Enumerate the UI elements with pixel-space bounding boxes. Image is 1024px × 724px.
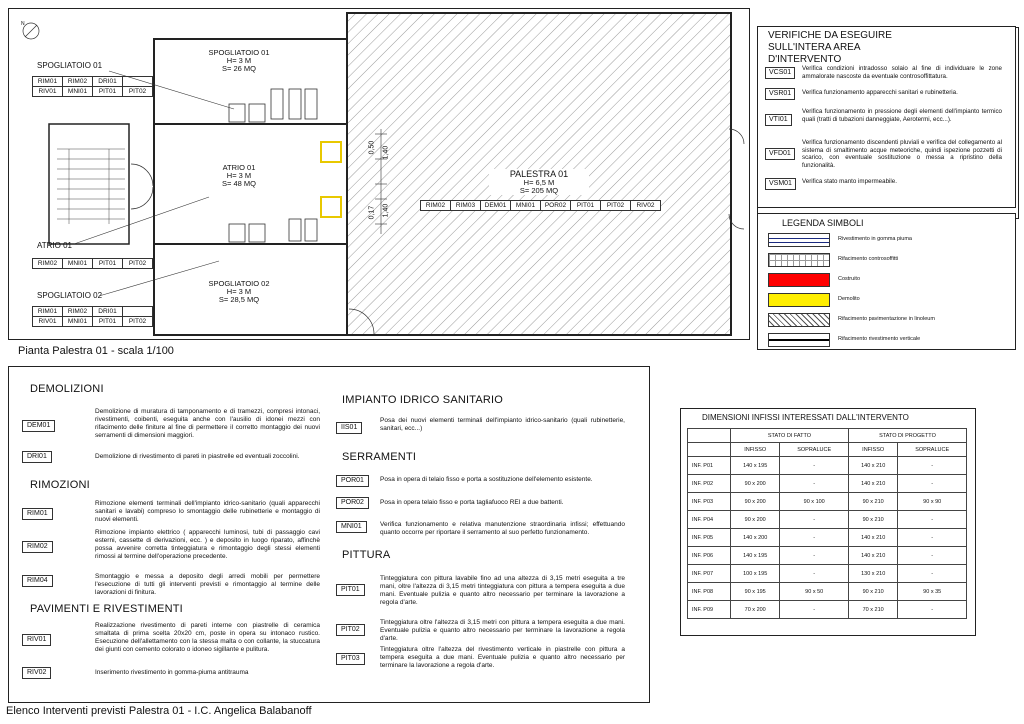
text-iis01: Posa dei nuovi elementi terminali dell'impianto idrico-sanitario (quali rubinetterie, sanitari, ecc...) [380,417,625,432]
table-cell: 140 x 200 [731,529,780,547]
red-swatch [768,273,830,287]
code-mni01: MNI01 [336,521,367,533]
double-line-swatch [768,233,830,247]
yellow-swatch [768,293,830,307]
section-pittura: PITTURA [342,549,391,561]
table-cell: 90 x 100 [780,493,849,511]
table-cell: INF. P06 [688,547,731,565]
table-cell: - [898,565,967,583]
demolished-wall-2 [321,197,341,217]
code-rim02: RIM02 [22,541,53,553]
table-cell: - [898,511,967,529]
code-por01: POR01 [336,475,369,487]
table-cell: - [780,511,849,529]
north-label: N [21,21,25,27]
text-mni01: Verifica funzionamento e relativa manutenzione straordinaria infissi; effettuando quanto occorre per riportare il serramento al suo perfetto funzionamento. [380,521,625,536]
table-cell: - [780,565,849,583]
thick-line-swatch [768,333,830,347]
table-cell: 90 x 200 [731,475,780,493]
table-cell: 90 x 50 [780,583,849,601]
table-cell: 90 x 200 [731,511,780,529]
table-cell: 90 x 210 [848,511,897,529]
grid-swatch [768,253,830,267]
table-cell: 90 x 200 [731,493,780,511]
table-cell: 90 x 210 [848,583,897,601]
text-rim01: Rimozione elementi terminali dell'impianto idrico-sanitario (quali apparecchi sanitari e lavabi) compreso lo smontaggio delle rubinetterie e montaggio di nuovi elementi. [95,500,320,523]
text-dem01: Demolizione di muratura di tamponamento e di tramezzi, compresi intonaci, rivestimenti, coibenti, eseguita anche con l'ausilio di idonei mezzi con rifacimento delle finiture al fine di permettere il corretto montaggio dei nuovi serramenti di dimensioni maggiori. [95,408,320,439]
table-row: INFISSO SOPRALUCE INFISSO SOPRALUCE [688,443,967,457]
text-pit02: Tinteggiatura oltre l'altezza di 3,15 metri con pittura a tempera eseguita a due mani. Eventuale pulizia e quanto altro necessario per terminare la lavorazione a regola d'arte. [380,619,625,642]
table-cell: - [780,547,849,565]
table-cell: 140 x 210 [848,457,897,475]
table-row [688,493,967,511]
legend-item: Rifacimento controsoffitti [768,253,1000,268]
table-row [688,511,967,529]
table-cell: INF. P02 [688,475,731,493]
spogliatoio02-label: SPOGLIATOIO 02 [37,291,103,300]
code-iis01: IIS01 [336,422,362,434]
table-row [688,583,967,601]
table-cell: 90 x 195 [731,583,780,601]
table-cell: 140 x 210 [848,529,897,547]
section-impianto: IMPIANTO IDRICO SANITARIO [342,394,504,406]
text-dri01: Demolizione di rivestimento di pareti in piastrelle ed eventuali zoccolini. [95,453,300,460]
section-rimozioni: RIMOZIONI [30,479,90,491]
dim-1: 1,40 [382,145,390,160]
elenco-caption: Elenco Interventi previsti Palestra 01 - I.C. Angelica Balabanoff [6,705,312,717]
code-pit01: PIT01 [336,584,365,596]
table-cell: - [898,601,967,619]
palestra-codes: RIM02 RIM03 DEM01 MNI01 POR02 PIT01 PIT02 RIV02 [421,201,661,211]
code-riv02: RIV02 [22,667,51,679]
table-row [688,529,967,547]
code-pit02: PIT02 [336,624,365,636]
table-cell: INF. P08 [688,583,731,601]
table-row [688,547,967,565]
text-por01: Posa in opera di telaio fisso e porta a sostituzione dell'elemento esistente. [380,476,593,483]
infissi-title: DIMENSIONI INFISSI INTERESSATI DALL'INTERVENTO [702,413,909,422]
table-cell: - [898,529,967,547]
table-cell: INF. P04 [688,511,731,529]
room-label-spogliatoio01: SPOGLIATOIO 01 H= 3 M S= 26 MQ [208,48,270,73]
floor-plan [9,9,749,339]
text-pit03: Tinteggiatura oltre l'altezza del rivestimento verticale in piastrelle con pittura a tempera eseguita a due mani. Eventuale pulizia e quanto altro necessario per terminare la lavorazione a regola d'arte. [380,646,625,669]
table-cell: INF. P07 [688,565,731,583]
section-demolizioni: DEMOLIZIONI [30,383,104,395]
table-row [688,565,967,583]
text-rim02: Rimozione impianto elettrico ( apparecchi luminosi, tubi di passaggio cavi esterni, cassette di derivazioni, ecc. ) e deposito in luogo riparato, affinchè possa avvenire corretta tinteggiatura e rimontaggio degli stessi elementi rimossi al termine dell'operazione precedente. [95,529,320,560]
table-cell: 100 x 195 [731,565,780,583]
table-cell: 90 x 90 [898,493,967,511]
table-row [688,475,967,493]
dim-3: 1,40 [382,203,390,218]
room-label-atrio01: ATRIO 01 H= 3 M S= 48 MQ [222,163,256,188]
code-rim04: RIM04 [22,575,53,587]
room-label-palestra01: PALESTRA 01 H= 6,5 M S= 205 MQ [489,169,589,195]
room-label-spogliatoio02: SPOGLIATOIO 02 H= 3 M S= 28,5 MQ [208,279,270,304]
verifiche-title: VERIFICHE DA ESEGUIRE SULL'INTERA AREA D'INTERVENTO [768,30,892,65]
legend-item: Rifacimento pavimentazione in linoleum [768,313,1000,328]
spogliatoio01-codes: RIM01 RIM02 DRI01 RIV01 MNI01 PIT01 PIT02 [33,77,153,97]
code-rim01: RIM01 [22,508,53,520]
table-cell: INF. P01 [688,457,731,475]
code-pit03: PIT03 [336,653,365,665]
spogliatoio01-label: SPOGLIATOIO 01 [37,61,103,70]
table-cell: - [780,475,849,493]
code-dri01: DRI01 [22,451,52,463]
plan-caption: Pianta Palestra 01 - scala 1/100 [18,345,174,357]
infissi-table [687,428,967,619]
section-pavimenti: PAVIMENTI E RIVESTIMENTI [30,603,183,615]
legend-item: Demolito [768,293,1000,308]
table-cell: - [898,457,967,475]
table-cell: 90 x 35 [898,583,967,601]
text-riv01: Realizzazione rivestimento di pareti interne con piastrelle di ceramica smaltata di prima scelta 20x20 cm, poste in opera su intonaco rustico. Esecuzione dell'allettamento con la stessa malta o con collante, la stuccatura dei giunti con cemento colorato o idoneo sigillante e pulitura. [95,622,320,653]
code-dem01: DEM01 [22,420,55,432]
legend-item: Costruito [768,273,1000,288]
dim-0: 0,50 [368,140,376,155]
table-cell: - [898,475,967,493]
text-por02: Posa in opera telaio fisso e porta tagliafuoco REI a due battenti. [380,499,564,506]
legenda-title: LEGENDA SIMBOLI [782,218,864,228]
dim-2: 0,17 [368,205,376,220]
table-cell: 140 x 210 [848,547,897,565]
table-row: STATO DI FATTO STATO DI PROGETTO [688,429,967,443]
plan-frame [8,8,750,340]
code-riv01: RIV01 [22,634,51,646]
table-cell: 140 x 195 [731,547,780,565]
code-por02: POR02 [336,497,369,509]
section-serramenti: SERRAMENTI [342,451,417,463]
table-cell: 90 x 210 [848,493,897,511]
table-cell: 70 x 210 [848,601,897,619]
table-row [688,457,967,475]
table-cell: INF. P09 [688,601,731,619]
atrio01-codes: RIM02 MNI01 PIT01 PIT02 [33,259,153,269]
spogliatoio02-codes: RIM01 RIM02 DRI01 RIV01 MNI01 PIT01 PIT02 [33,307,153,327]
table-cell: - [780,457,849,475]
table-cell: INF. P03 [688,493,731,511]
text-rim04: Smontaggio e messa a deposito degli arredi mobili per permettere l'esecuzione di tutti gli interventi previsti e rimontaggio al termine delle lavorazioni di finitura. [95,573,320,596]
atrio01-label: ATRIO 01 [37,241,72,250]
table-cell: - [898,547,967,565]
table-cell: 140 x 195 [731,457,780,475]
hatch-swatch [768,313,830,327]
demolished-wall [321,142,341,162]
text-riv02: Inserimento rivestimento in gomma-piuma antitrauma [95,669,249,676]
table-cell: - [780,601,849,619]
table-cell: 140 x 210 [848,475,897,493]
legend-item: Rivestimento in gomma piuma [768,233,1000,248]
legend-item: Rifacimento rivestimento verticale [768,333,1000,348]
stairs [49,124,129,244]
table-cell: 70 x 200 [731,601,780,619]
table-row [688,601,967,619]
text-pit01: Tinteggiatura con pittura lavabile fino ad una altezza di 3,15 metri eseguita a tre mani, oltre l'altezza di 3,15 metri tinteggiatura con pittura a tempera eseguita a due mani. Eventuale pulizia e quanto altro necessario per terminare la lavorazione a regola d'arte. [380,575,625,606]
table-cell: 130 x 210 [848,565,897,583]
table-cell: - [780,529,849,547]
table-cell: INF. P05 [688,529,731,547]
